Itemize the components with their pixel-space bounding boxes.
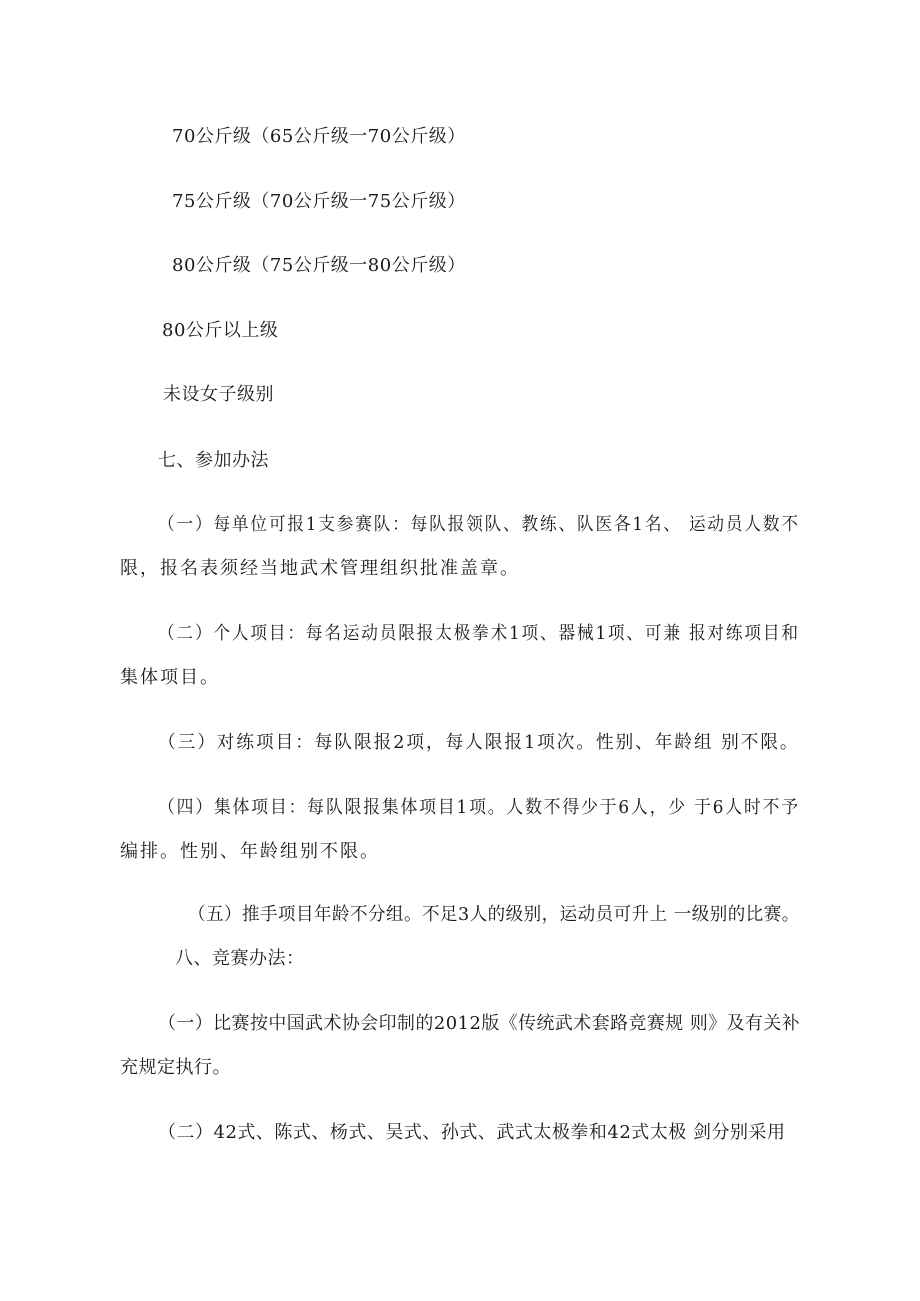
section-7-item-3-line-1: （三）对练项目：每队限报2项，每人限报1项次。性别、年龄组 别不限。 <box>158 732 800 753</box>
weight-class-80-plus: 80公斤以上级 <box>162 320 279 341</box>
weight-class-80: 80公斤级（75公斤级一80公斤级） <box>172 255 466 276</box>
no-female-classes: 未设女子级别 <box>163 384 274 405</box>
section-8-item-1-line-1: （一）比赛按中国武术协会印制的2012版《传统武术套路竞赛规 则》及有关补 <box>158 1013 801 1034</box>
section-7-item-4-line-2: 编排。性别、年龄组别不限。 <box>120 841 380 862</box>
section-7-item-5-line-1: （五）推手项目年龄不分组。不足3人的级别，运动员可升上 一级别的比赛。 <box>188 904 800 925</box>
section-8-item-1-line-2: 充规定执行。 <box>120 1057 231 1078</box>
weight-class-70: 70公斤级（65公斤级一70公斤级） <box>172 126 466 147</box>
weight-class-75: 75公斤级（70公斤级一75公斤级） <box>172 191 466 212</box>
section-7-item-1-line-1: （一）每单位可报1支参赛队：每队报领队、教练、队医各1名、 运动员人数不 <box>158 514 800 535</box>
section-7-item-1-line-2: 限，报名表须经当地武术管理组织批准盖章。 <box>120 558 520 579</box>
section-7-item-2-line-1: （二）个人项目：每名运动员限报太极拳术1项、器械1项、可兼 报对练项目和 <box>158 623 800 644</box>
section-8-heading: 八、竞赛办法： <box>175 948 305 969</box>
section-7-heading: 七、参加办法 <box>158 450 269 471</box>
section-8-item-2-line-1: （二）42式、陈式、杨式、吴式、孙式、武式太极拳和42式太极 剑分别采用 <box>158 1122 786 1143</box>
section-7-item-2-line-2: 集体项目。 <box>120 667 220 688</box>
section-7-item-4-line-1: （四）集体项目：每队限报集体项目1项。人数不得少于6人，少 于6人时不予 <box>158 797 800 818</box>
